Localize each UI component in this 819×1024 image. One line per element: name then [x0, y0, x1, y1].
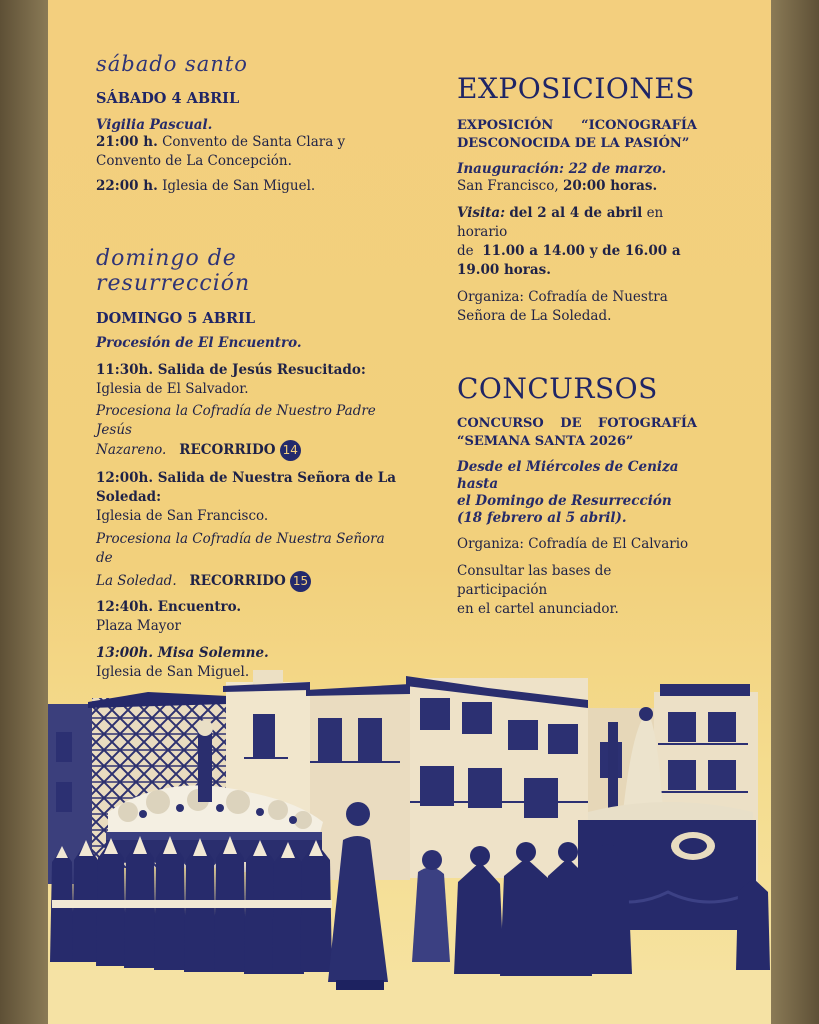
- expo-organiza-end: Señora de La Soledad.: [457, 308, 612, 324]
- expo-place: San Francisco,: [457, 178, 559, 194]
- item3-place: Plaza Mayor: [96, 618, 181, 634]
- item1-note-end: Nazareno.: [96, 442, 167, 458]
- time-22: 22:00 h.: [96, 178, 158, 194]
- domingo-script-title: domingo de resurrección: [96, 246, 251, 296]
- concurso-dates-c: (18 febrero al 5 abril).: [457, 510, 627, 526]
- concurso-sub-a: CONCURSO DE FOTOGRAFÍA: [457, 416, 697, 431]
- concursos-title: CONCURSOS: [457, 372, 658, 405]
- page-shadow-right: [771, 0, 819, 1024]
- time-21: 21:00 h.: [96, 134, 158, 150]
- exposiciones-section: [457, 72, 697, 326]
- concurso-organiza: Organiza: Cofradía de El Calvario: [457, 536, 689, 552]
- item1-place: Iglesia de El Salvador.: [96, 381, 249, 397]
- item2-note-end: La Soledad.: [96, 573, 177, 589]
- item4-title: 13:00h. Misa Solemne.: [96, 645, 269, 661]
- item1-note: Procesiona la Cofradía de Nuestro Padre Jesús: [96, 403, 376, 438]
- visita-de: de: [457, 243, 474, 259]
- expo-organiza: Organiza: Cofradía de Nuestra: [457, 289, 668, 305]
- domingo-heading: DOMINGO 5 ABRIL: [96, 310, 256, 327]
- exposicion-sub-a: EXPOSICIÓN “ICONOGRAFÍA: [457, 118, 697, 133]
- concurso-bases-end: en el cartel anunciador.: [457, 601, 619, 617]
- brochure-page: [48, 0, 771, 1024]
- exposicion-sub-b: DESCONOCIDA DE LA PASIÓN”: [457, 136, 690, 151]
- procession-photo: [48, 662, 771, 1024]
- recorrido-14-badge: 14: [280, 440, 301, 461]
- concurso-bases: Consultar las bases de participación: [457, 563, 612, 598]
- visita-hours: 11.00 a 14.00 y de 16.00 a: [482, 243, 681, 259]
- item2-place: Iglesia de San Francisco.: [96, 508, 269, 524]
- item1-title: 11:30h. Salida de Jesús Resucitado:: [96, 362, 366, 378]
- exposiciones-title: EXPOSICIONES: [457, 72, 695, 105]
- vigilia-title: Vigilia Pascual.: [96, 117, 213, 133]
- place-concepcion: Convento de La Concepción.: [96, 153, 292, 169]
- sabado-section: [96, 52, 396, 196]
- visita-label: Visita:: [457, 205, 506, 221]
- place-santa-clara: Convento de Santa Clara y: [162, 134, 346, 150]
- recorrido-label-2: RECORRIDO: [189, 573, 286, 589]
- recorrido-15-badge: 15: [290, 571, 311, 592]
- item3-title: 12:40h. Encuentro.: [96, 599, 242, 615]
- recorrido-label-1: RECORRIDO: [179, 442, 276, 458]
- concursos-section: [457, 372, 697, 619]
- item2-title: 12:00h. Salida de Nuestra Señora de La: [96, 470, 396, 486]
- sabado-heading: SÁBADO 4 ABRIL: [96, 90, 240, 107]
- place-san-miguel: Iglesia de San Miguel.: [162, 178, 316, 194]
- domingo-section: [96, 246, 396, 682]
- sabado-script-title: sábado santo: [96, 52, 248, 76]
- visita-hours-end: 19.00 horas.: [457, 262, 551, 278]
- expo-place-time: 20:00 horas.: [562, 178, 658, 194]
- visita-dates: del 2 al 4 de abril: [509, 205, 643, 221]
- page-shadow-left: [0, 0, 48, 1024]
- concurso-sub-b: “SEMANA SANTA 2026”: [457, 434, 634, 449]
- item2-note: Procesiona la Cofradía de Nuestra Señora de: [96, 531, 385, 566]
- concurso-dates-b: el Domingo de Resurrección: [457, 493, 672, 509]
- inauguracion: Inauguración: 22 de marzo.: [457, 161, 667, 177]
- visita-horario: en horario: [457, 205, 664, 240]
- item2-title-end: Soledad:: [96, 489, 162, 505]
- concurso-dates-a: Desde el Miércoles de Ceniza hasta: [457, 459, 679, 492]
- encuentro-procession-title: Procesión de El Encuentro.: [96, 335, 302, 351]
